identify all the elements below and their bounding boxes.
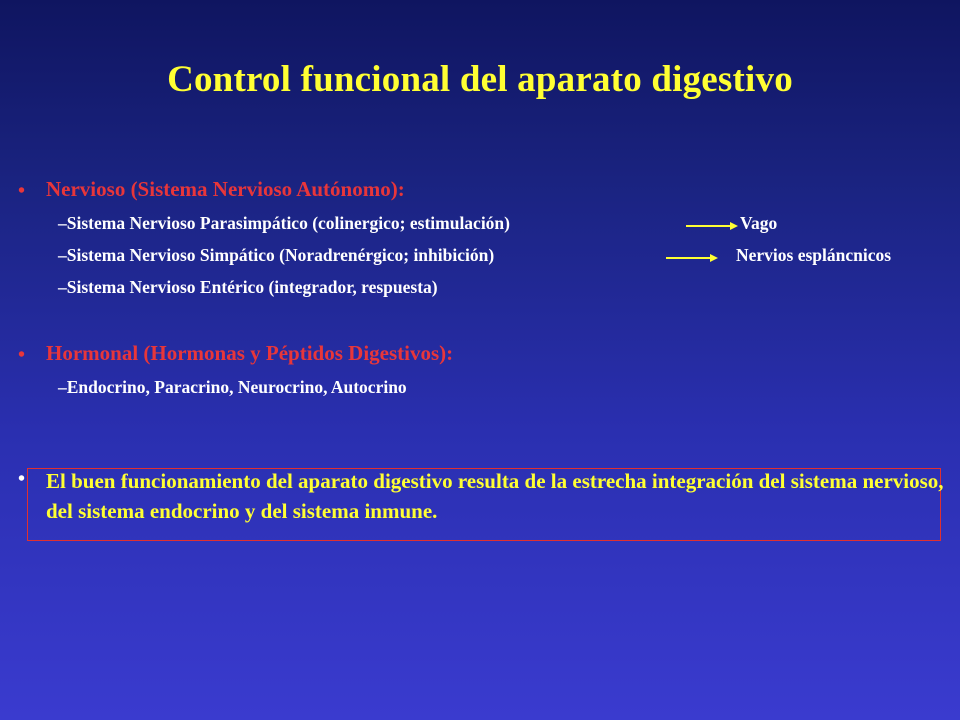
- slide-title: Control funcional del aparato digestivo: [167, 59, 793, 100]
- bullet-heading-hormonal: Hormonal (Hormonas y Péptidos Digestivos):: [46, 341, 454, 365]
- subitem-enterico: –Sistema Nervioso Entérico (integrador, respuesta): [58, 277, 438, 297]
- conclusion-text: El buen funcionamiento del aparato digestivo resulta de la estrecha integración del sistema nervioso, del sistema endocrino y del sistema inmune.: [46, 469, 944, 523]
- subitem-parasimpatico: –Sistema Nervioso Parasimpático (colinergico; estimulación): [58, 213, 510, 233]
- bullet-marker: •: [18, 468, 26, 490]
- arrow-icon: [666, 252, 718, 264]
- bullet-marker: •: [18, 344, 26, 366]
- bullet-marker: •: [18, 180, 26, 202]
- target-nervios-esplacnicos: Nervios espláncnicos: [736, 245, 892, 265]
- subitem-simpatico: –Sistema Nervioso Simpático (Noradrenérgico; inhibición): [58, 245, 495, 265]
- arrow-icon: [686, 220, 738, 232]
- bullet-heading-nervioso: Nervioso (Sistema Nervioso Autónomo):: [46, 177, 405, 201]
- subitem-endocrino: –Endocrino, Paracrino, Neurocrino, Autocrino: [58, 377, 407, 397]
- target-vago: Vago: [740, 213, 778, 233]
